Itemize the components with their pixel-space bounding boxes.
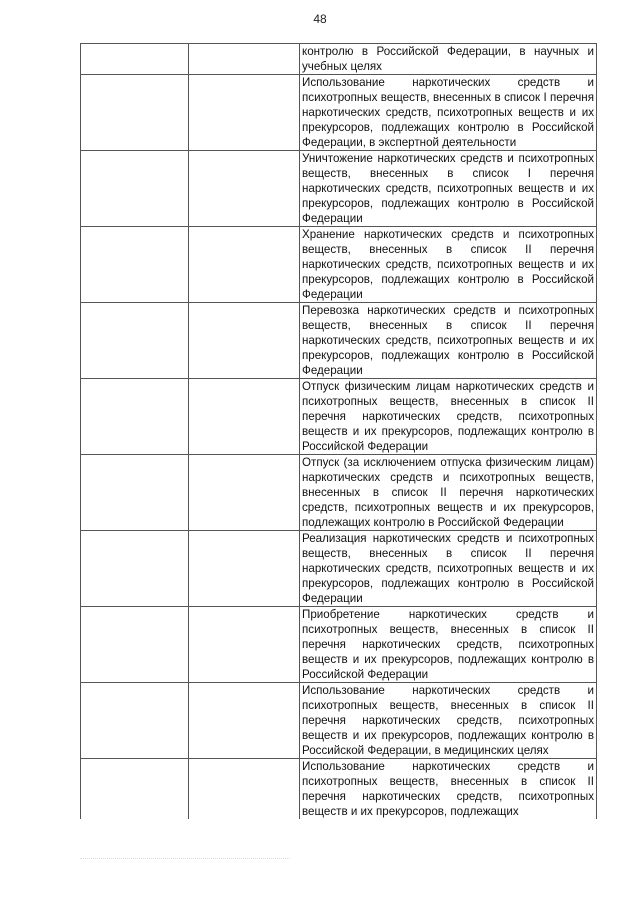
- table-cell-activity: Реализация наркотических средств и психотропных веществ, внесенных в список II перечня наркотических средств, психотропных веществ и их прекурсоров, подлежащих контролю в Российской Федерации: [302, 532, 594, 605]
- table-cell-activity: Хранение наркотических средств и психотропных веществ, внесенных в список II перечня наркотических средств, психотропных веществ и их прекурсоров, подлежащих контролю в Российской Федерации: [302, 228, 594, 301]
- table-cell-col1: [81, 531, 189, 606]
- table-cell-activity: Перевозка наркотических средств и психотропных веществ, внесенных в список II перечня наркотических средств, психотропных веществ и их прекурсоров, подлежащих контролю в Российской Федерации: [302, 304, 594, 377]
- table-cell-col2: [189, 227, 300, 302]
- table-cell-activity: Использование наркотических средств и психотропных веществ, внесенных в список II перечня наркотических средств, психотропных веществ и их прекурсоров, подлежащих контролю в Российской Федерации, в медицинских целях: [302, 684, 594, 757]
- table-row: [81, 683, 596, 759]
- table-cell-col2: [189, 151, 300, 226]
- table-cell-activity: Отпуск физическим лицам наркотических средств и психотропных веществ, внесенных в список II перечня наркотических средств, психотропных веществ и их прекурсоров, подлежащих контролю в Российской Федерации: [302, 380, 594, 453]
- scan-artifact: [80, 858, 290, 863]
- table-cell-col1: [81, 151, 189, 226]
- table-cell-col1: [81, 379, 189, 454]
- table-row: [81, 379, 596, 455]
- table-row: [81, 759, 596, 819]
- table-cell-col2: [189, 379, 300, 454]
- table-cell-col2: [189, 75, 300, 150]
- table-row: [81, 531, 596, 607]
- table-cell-col2: [189, 303, 300, 378]
- table-cell-activity: Уничтожение наркотических средств и психотропных веществ, внесенных в список I перечня наркотических средств, психотропных веществ и их прекурсоров, подлежащих контролю в Российской Федерации: [302, 152, 594, 225]
- table-row: [81, 151, 596, 227]
- table-cell-activity: Использование наркотических средств и психотропных веществ, внесенных в список I перечня наркотических средств, психотропных веществ и их прекурсоров, подлежащих контролю в Российской Федерации, в экспертной деятельности: [302, 76, 594, 149]
- table-cell-col2: [189, 531, 300, 606]
- table-row: [81, 75, 596, 151]
- table-cell-col1: [81, 227, 189, 302]
- table-cell-col1: [81, 607, 189, 682]
- table-cell-activity: контролю в Российской Федерации, в научных и учебных целях: [302, 45, 594, 73]
- table-cell-col1: [81, 759, 189, 819]
- table-cell-col2: [189, 44, 300, 74]
- table-row: [81, 455, 596, 531]
- table-cell-col2: [189, 759, 300, 819]
- table-cell-col2: [189, 607, 300, 682]
- table-row: [81, 303, 596, 379]
- table-cell-col1: [81, 303, 189, 378]
- table-row: [81, 44, 596, 75]
- table-cell-col1: [81, 44, 189, 74]
- table-cell-col1: [81, 75, 189, 150]
- table-cell-activity: Использование наркотических средств и психотропных веществ, внесенных в список II перечня наркотических средств, психотропных веществ и их прекурсоров, подлежащих: [302, 760, 594, 818]
- table-row: [81, 227, 596, 303]
- table-row: [81, 607, 596, 683]
- table-cell-col1: [81, 683, 189, 758]
- table-cell-activity: Отпуск (за исключением отпуска физическим лицам) наркотических средств и психотропных веществ, внесенных в список II перечня наркотических средств, психотропных веществ и их прекурсоров, подлежащих контролю в Российской Федерации: [302, 456, 594, 529]
- table-cell-col2: [189, 683, 300, 758]
- page-number: 48: [313, 12, 327, 26]
- table-cell-col2: [189, 455, 300, 530]
- table-cell-activity: Приобретение наркотических средств и психотропных веществ, внесенных в список II перечня наркотических средств, психотропных веществ и их прекурсоров, подлежащих контролю в Российской Федерации: [302, 608, 594, 681]
- activities-table: [80, 43, 597, 819]
- table-cell-col1: [81, 455, 189, 530]
